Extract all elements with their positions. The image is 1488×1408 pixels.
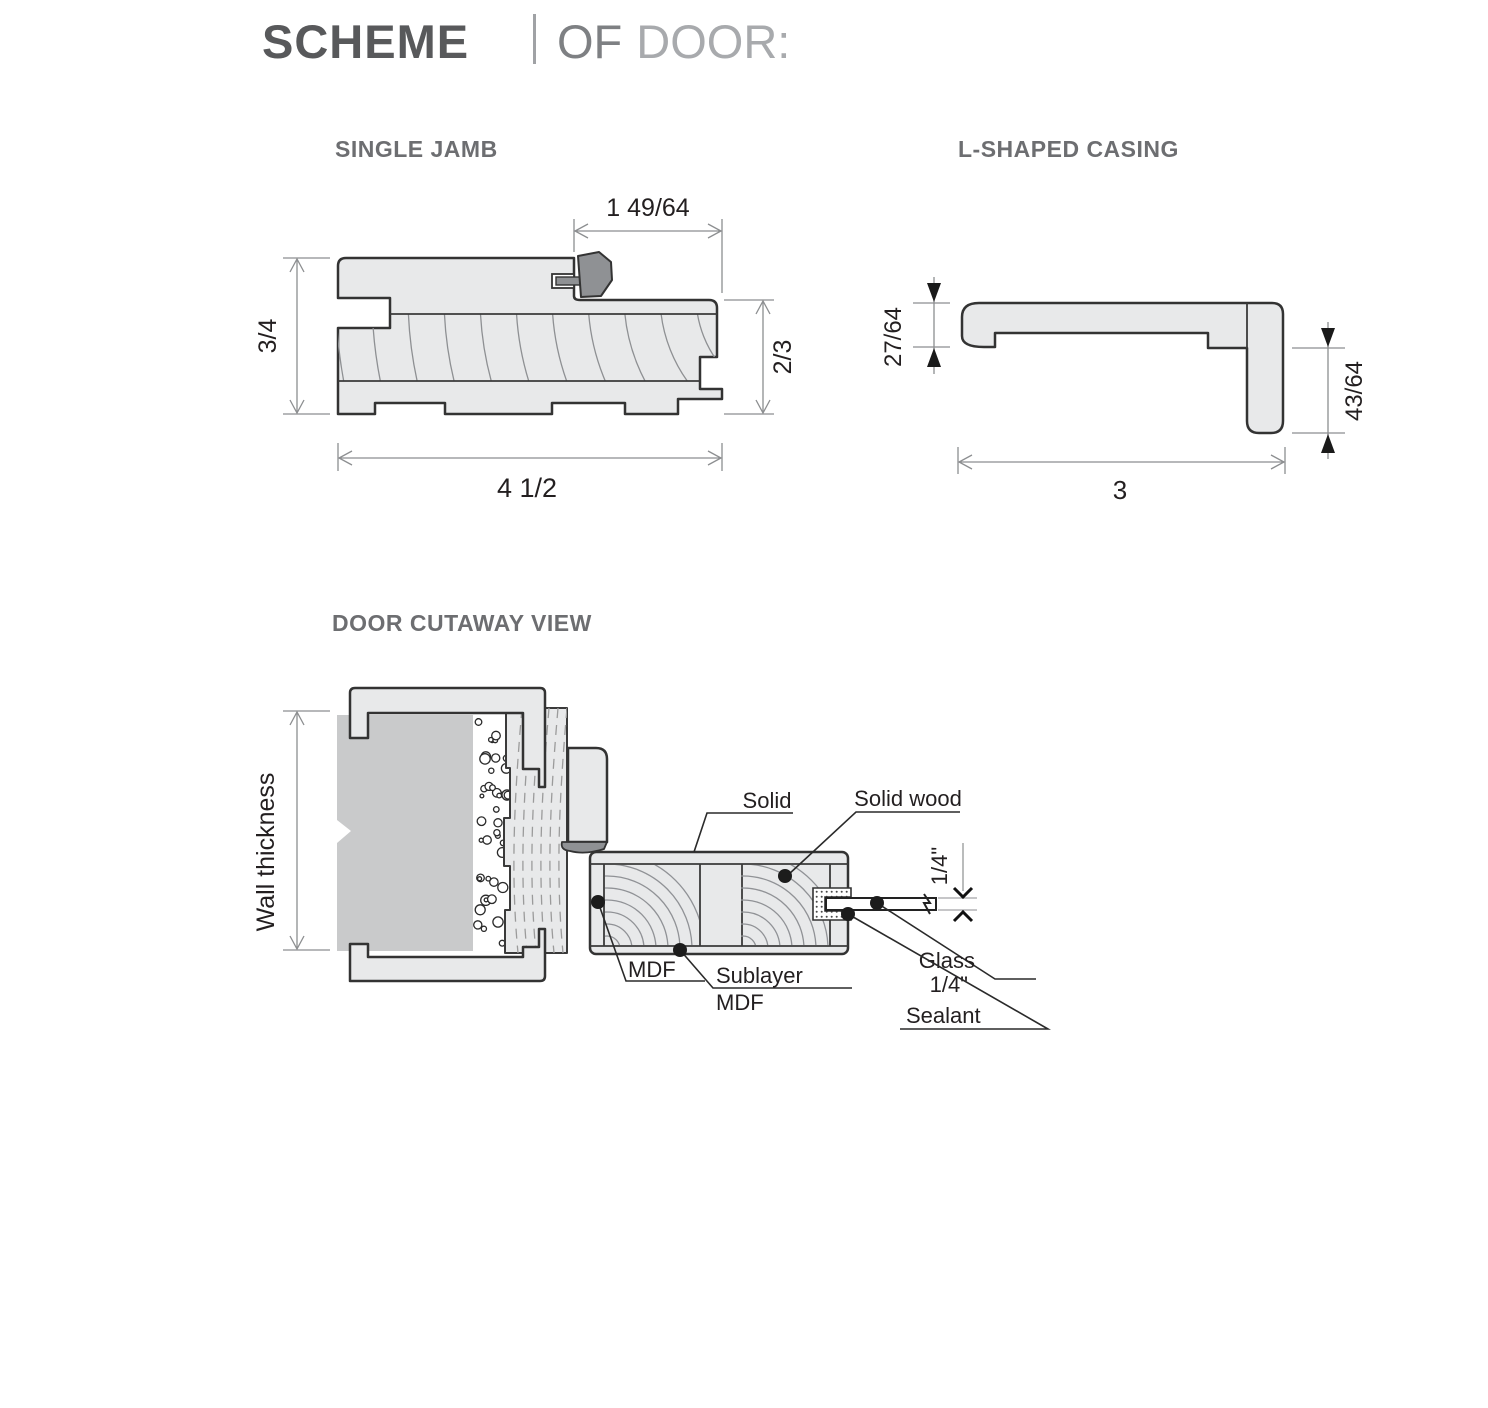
sublayer-label-line1: Sublayer [716, 963, 803, 988]
seal-gasket [578, 252, 612, 297]
dim-jamb-bottom-value: 4 1/2 [496, 473, 558, 503]
dim-casing-bottom [958, 447, 1285, 505]
dim-casing-right-value: 43/64 [1341, 360, 1368, 422]
dim-jamb-top-value: 1 49/64 [606, 194, 690, 222]
dim-glass-value: 1/4" [927, 846, 952, 886]
single-jamb-title: SINGLE JAMB [335, 136, 498, 162]
dim-jamb-left-value: 3/4 [254, 318, 282, 354]
dim-casing-bottom-value: 3 [1112, 475, 1128, 505]
wall-section [337, 715, 473, 951]
seal-stem [556, 277, 580, 285]
l-casing-profile [962, 303, 1283, 433]
page-subtitle-door: DOOR: [636, 15, 791, 68]
glass-label-line1: Glass [918, 948, 975, 973]
l-casing-title: L-SHAPED CASING [958, 136, 1179, 162]
sublayer-dot [673, 943, 687, 957]
door-stop [568, 748, 607, 842]
page-subtitle [557, 15, 790, 68]
dim-casing-left [880, 277, 950, 374]
sublayer-label-line2: MDF [716, 990, 764, 1015]
single-jamb-profile [338, 258, 722, 414]
l-casing-drawing [880, 136, 1368, 505]
cutaway-title: DOOR CUTAWAY VIEW [332, 610, 592, 636]
wall-thickness-label: Wall thickness [252, 772, 280, 932]
glass-dot [870, 896, 884, 910]
dim-jamb-right-value: 2/3 [769, 339, 797, 375]
sealant-label: Sealant [906, 1003, 981, 1028]
dim-jamb-right [724, 300, 797, 414]
dim-jamb-left [254, 258, 330, 414]
dim-casing-left-value: 27/64 [880, 306, 907, 368]
title-separator [533, 14, 536, 64]
mdf-label: MDF [628, 957, 676, 982]
page-subtitle-of: OF [557, 15, 623, 68]
cutaway-drawing [252, 610, 1048, 1046]
dim-casing-right [1292, 322, 1368, 459]
single-jamb-drawing [254, 0, 1276, 766]
dim-jamb-bottom [338, 443, 722, 503]
sealant-dot [841, 907, 855, 921]
page-title: SCHEME [262, 15, 470, 68]
solid-wood-dot [778, 869, 792, 883]
dim-wall-thickness [252, 711, 330, 950]
solid-wood-label: Solid wood [854, 786, 962, 811]
mdf-dot [591, 895, 605, 909]
glass-label-line2: 1/4" [929, 972, 968, 997]
page-header [262, 14, 790, 68]
solid-label: Solid [742, 788, 792, 813]
